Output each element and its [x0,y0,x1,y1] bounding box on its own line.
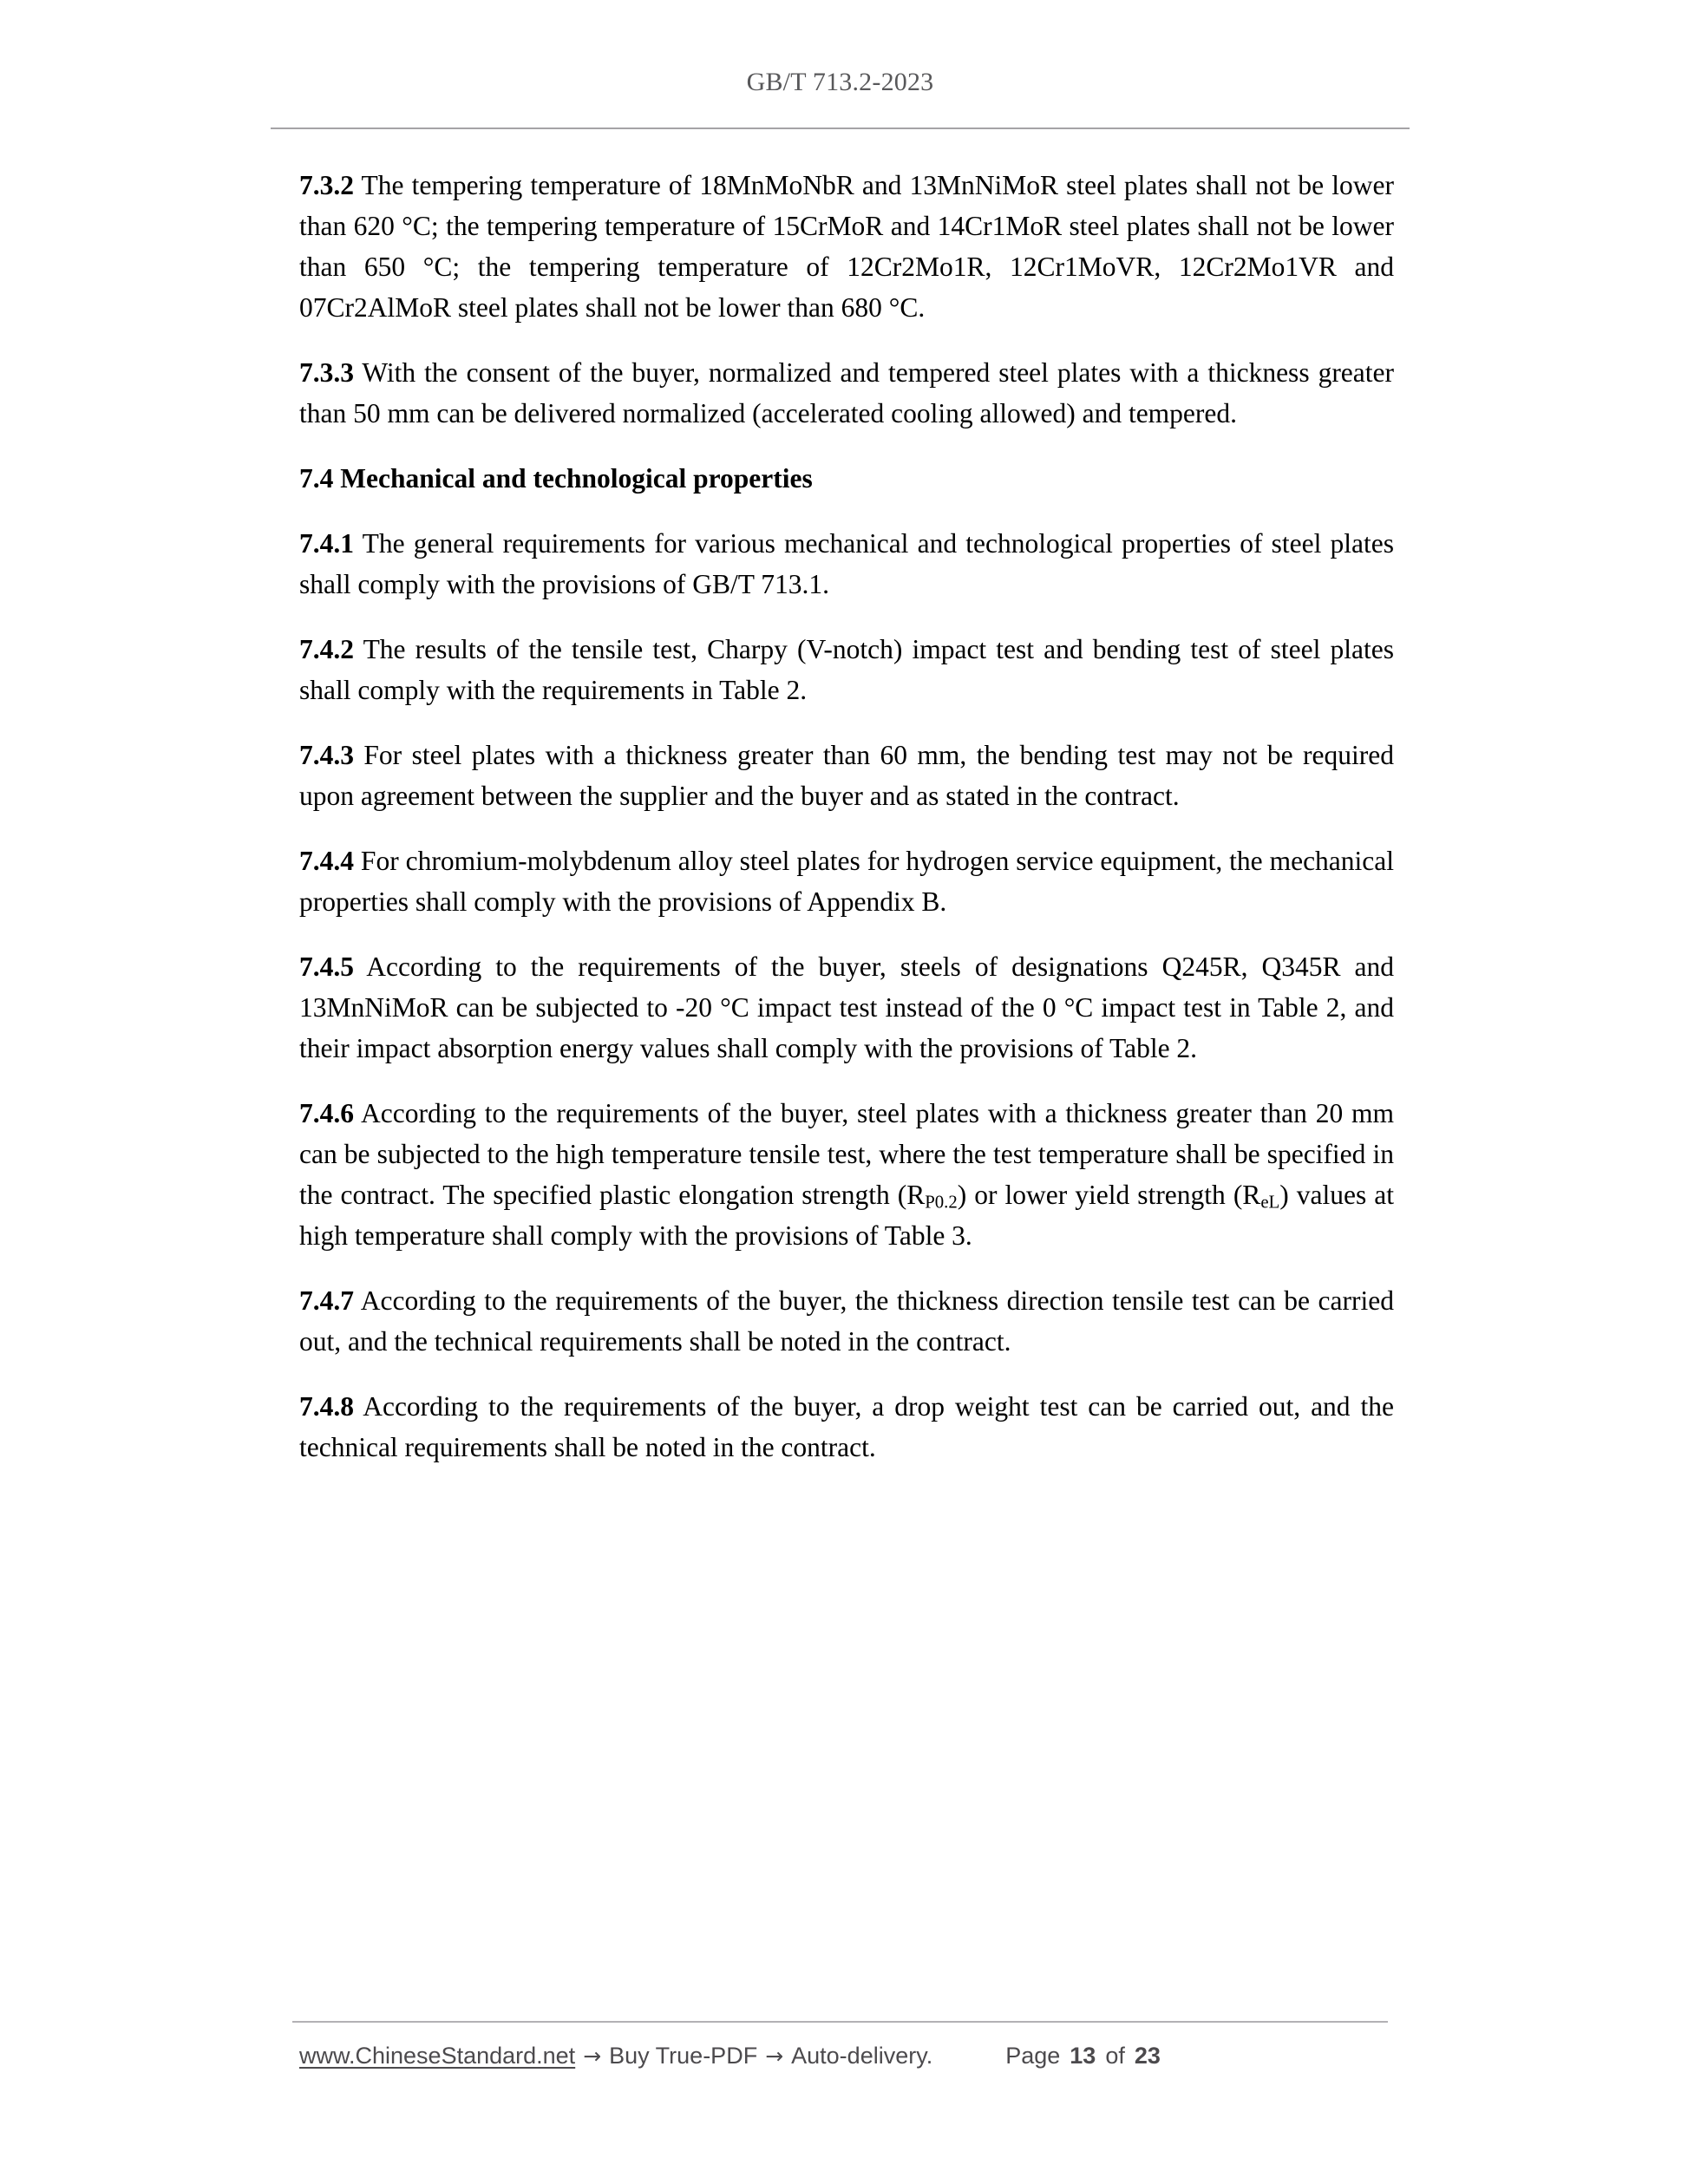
chinesestandard-link[interactable]: www.ChineseStandard.net [299,2043,576,2069]
of-label: of [1105,2043,1125,2069]
paragraph-7-4-5 [299,946,1394,1069]
arrow-right-icon: → [583,2043,602,2069]
subscript-rp02: P0.2 [925,1192,958,1213]
paragraph-text: According to the requirements of the buyer, the thickness direction tensile test can be carried out, and the technical requirements shall be noted in the contract. [299,1285,1394,1357]
paragraph-7-3-3 [299,352,1394,434]
subscript-rel: eL [1260,1192,1280,1213]
footer-promo [299,2043,932,2070]
paragraph-text-part-1: According to the requirements of the buyer, steel plates with a thickness greater than 20 mm can be subjected to the high temperature tensile test, where the test temperature shall be specified in the contract. The specified plastic elongation strength (R [299,1098,1394,1210]
paragraph-text: With the consent of the buyer, normalized and tempered steel plates with a thickness greater than 50 mm can be delivered normalized (accelerated cooling allowed) and tempered. [299,357,1394,428]
page-footer [299,2043,1388,2070]
paragraph-7-4-8 [299,1386,1394,1468]
paragraph-text: According to the requirements of the buyer, a drop weight test can be carried out, and the technical requirements shall be noted in the contract. [299,1391,1394,1462]
paragraph-text: For steel plates with a thickness greater than 60 mm, the bending test may not be required upon agreement between the supplier and the buyer and as stated in the contract. [299,740,1394,811]
paragraph-7-4-3 [299,735,1394,816]
paragraph-text: The tempering temperature of 18MnMoNbR and 13MnNiMoR steel plates shall not be lower than 620 °C; the tempering temperature of 15CrMoR and 14Cr1MoR steel plates shall not be lower than 650 °C; the tempering temperature of 12Cr2Mo1R, 12Cr1MoVR, 12Cr2Mo1VR and 07Cr2AlMoR steel plates shall not be lower than 680 °C. [299,170,1394,323]
paragraph-number: 7.3.2 [299,170,354,200]
paragraph-number: 7.4.5 [299,951,354,982]
paragraph-number: 7.4.2 [299,634,354,664]
paragraph-number: 7.3.3 [299,357,354,388]
page-label: Page [1005,2043,1061,2069]
paragraph-text: The general requirements for various mechanical and technological properties of steel plates shall comply with the provisions of GB/T 713.1. [299,528,1394,599]
paragraph-number: 7.4.6 [299,1098,354,1128]
footer-divider [292,2021,1388,2023]
paragraph-text-part-2: ) or lower yield strength (R [957,1180,1261,1210]
paragraph-7-4-6 [299,1093,1394,1256]
paragraph-7-4-4 [299,840,1394,922]
paragraph-number: 7.4.3 [299,740,354,770]
paragraph-7-3-2 [299,165,1394,328]
paragraph-number: 7.4.8 [299,1391,354,1422]
standard-code-header: GB/T 713.2-2023 [746,68,934,96]
total-page-count: 23 [1134,2043,1161,2069]
page-indicator [1005,2043,1161,2070]
paragraph-text-part-3: ) values at high temperature shall comply with the provisions of Table 3. [299,1180,1394,1251]
paragraph-number: 7.4.1 [299,528,354,559]
paragraph-7-4-1 [299,523,1394,605]
header-divider [271,128,1410,129]
paragraph-number: 7.4.7 [299,1285,354,1316]
footer-promo-auto-delivery: Auto-delivery. [791,2043,933,2069]
paragraph-text: The results of the tensile test, Charpy (V-notch) impact test and bending test of steel plates shall comply with the requirements in Table 2. [299,634,1394,705]
current-page-number: 13 [1070,2043,1096,2069]
paragraph-text: For chromium-molybdenum alloy steel plates for hydrogen service equipment, the mechanical properties shall comply with the provisions of Appendix B. [299,846,1394,917]
paragraph-number: 7.4.4 [299,846,354,876]
paragraph-7-4-7 [299,1280,1394,1362]
paragraph-7-4-2 [299,629,1394,710]
page-header [271,68,1410,96]
paragraph-text: According to the requirements of the buyer, steels of designations Q245R, Q345R and 13MnNiMoR can be subjected to -20 °C impact test instead of the 0 °C impact test in Table 2, and their impact absorption energy values shall comply with the provisions of Table 2. [299,951,1394,1063]
footer-promo-buy-true-pdf: Buy True-PDF [609,2043,758,2069]
document-body [299,165,1394,1468]
arrow-right-icon: → [765,2043,784,2069]
section-heading-7-4: 7.4 Mechanical and technological properties [299,463,813,494]
